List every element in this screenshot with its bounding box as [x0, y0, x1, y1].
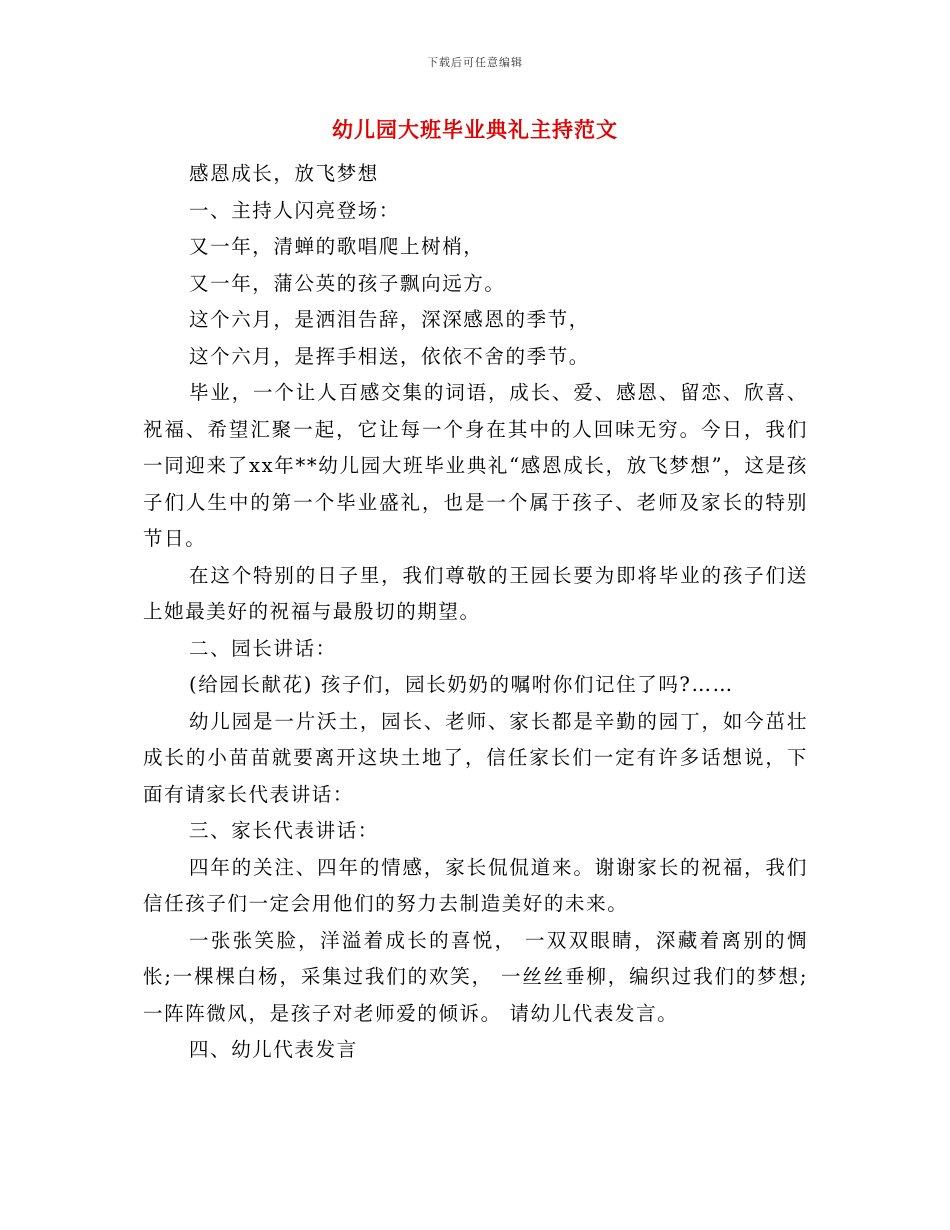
document-title: 幼儿园大班毕业典礼主持范文: [332, 117, 618, 142]
body-paragraph: 一张张笑脸，洋溢着成长的喜悦， 一双双眼睛，深藏着离别的惆怅;一棵棵白杨，采集过我们的欢笑， 一丝丝垂柳，编织过我们的梦想;一阵阵微风，是孩子对老师爱的倾诉。 请幼儿代表发言。: [143, 928, 808, 1025]
document-body: [143, 156, 808, 1069]
body-paragraph: (给园长献花) 孩子们，园长奶奶的嘱咐你们记住了吗?……: [189, 673, 734, 696]
verse-line: 又一年，蒲公英的孩子飘向远方。: [189, 271, 506, 295]
section-heading-child-speech: 四、幼儿代表发言: [189, 1038, 358, 1061]
body-paragraph: 毕业，一个让人百感交集的词语，成长、爱、感恩、留恋、欣喜、祝福、希望汇聚一起，它让每一个身在其中的人回味无穷。今日，我们一同迎来了xx年**幼儿园大班毕业典礼“感恩成长，放飞梦想”，这是孩子们人生中的第一个毕业盛礼，也是一个属于孩子、老师及家长的特别节日。: [143, 381, 808, 550]
subtitle-paragraph: 感恩成长，放飞梦想: [189, 162, 379, 185]
section-heading-principal-speech: 二、园长讲话：: [189, 636, 337, 660]
page-header-note: 下载后可任意编辑: [427, 56, 523, 69]
verse-line: 这个六月，是洒泪告辞，深深感恩的季节，: [189, 308, 590, 331]
verse-line: 又一年，清蝉的歌唱爬上树梢，: [189, 235, 485, 258]
body-paragraph: 四年的关注、四年的情感，家长侃侃道来。谢谢家长的祝福，我们信任孩子们一定会用他们的努力去制造美好的未来。: [143, 855, 808, 915]
verse-line: 这个六月，是挥手相送，依依不舍的季节。: [189, 344, 590, 368]
section-heading-host-entrance: 一、主持人闪亮登场：: [189, 198, 401, 222]
section-heading-parent-speech: 三、家长代表讲话：: [189, 819, 379, 842]
body-paragraph: 幼儿园是一片沃土，园长、老师、家长都是辛勤的园丁，如今茁壮成长的小苗苗就要离开这块土地了，信任家长们一定有许多话想说，下面有请家长代表讲话：: [143, 709, 808, 806]
body-paragraph: 在这个特别的日子里，我们尊敬的王园长要为即将毕业的孩子们送上她最美好的祝福与最殷切的期望。: [143, 563, 808, 623]
